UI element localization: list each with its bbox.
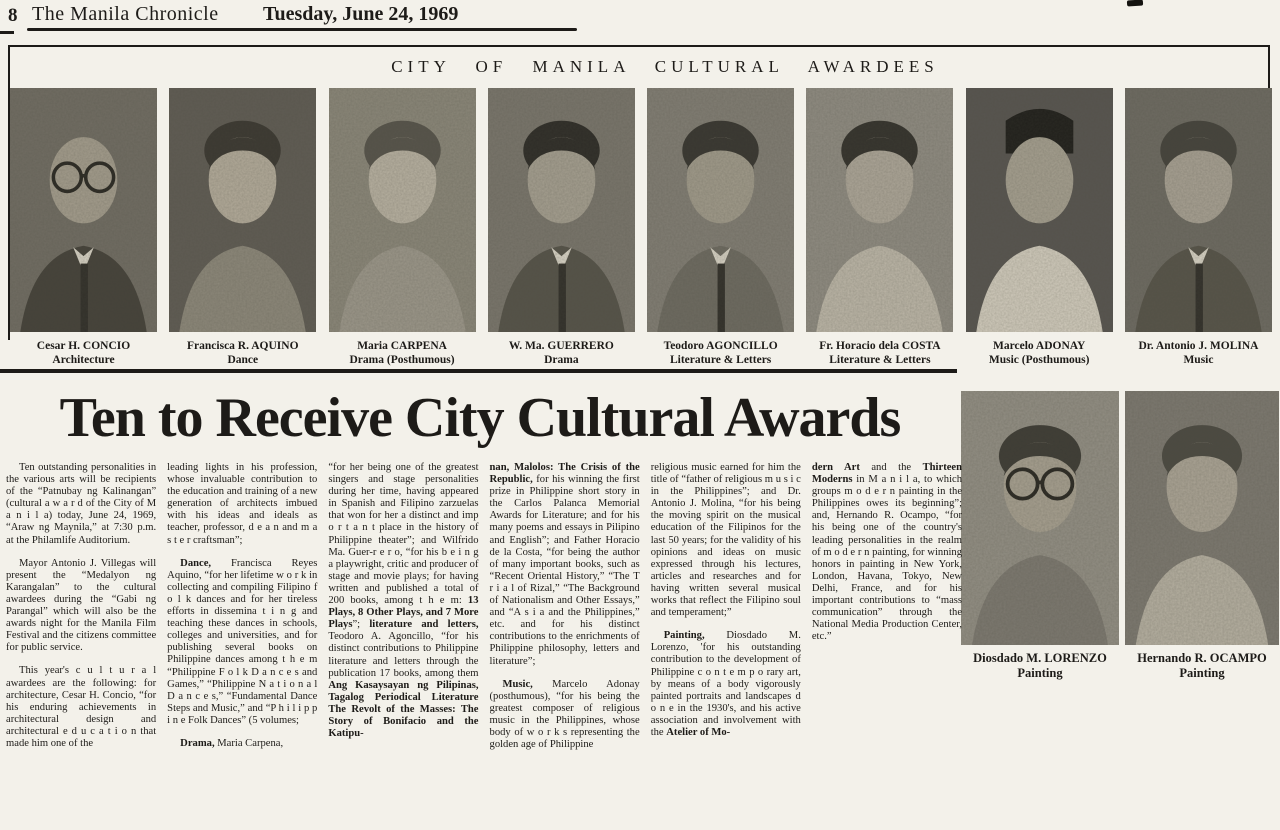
paragraph [6, 462, 156, 547]
awardee-name: Cesar H. CONCIO [36, 340, 131, 352]
text-segment: This year's c u l t u r a l awardees are the following: for architecture, Cesar H. Concio, “for his enduring achievements in architectural design and architectural e d u c a t i o n that made him one of the [6, 665, 157, 749]
awardee-figure [647, 88, 794, 367]
section-rule [0, 369, 957, 373]
text-segment: for his winning the first prize in Philippine short story in the Carlos Palanca Memorial Awards for Literature; and for his many poems and essays in Pilipino and English”; and Father Horacio de la Costa, “for being the author of many important books, such as “Recent Oriental History,” “The T r i a l of Rizal,” “The Background of Nationalism and Other Essays,” and “A s i a and the Philippines,” etc. and for his distinct contributions to the enrichments of Philippine philosophy, letters and literature”; [489, 474, 640, 667]
awardee-name: Hernando R. OCAMPO [1137, 651, 1267, 665]
paragraph [812, 462, 962, 643]
awardee-field: Painting [1017, 666, 1063, 680]
article-body [6, 462, 962, 830]
awardee-figure [488, 88, 635, 367]
awardee-figure [1125, 88, 1272, 367]
paragraph [490, 462, 640, 668]
masthead-rule [27, 28, 577, 31]
photo-caption [488, 340, 635, 367]
page-number: 8 [8, 5, 18, 26]
text-segment: Mayor Antonio J. Villegas will present the “Medalyon ng Karangalan” to the cultural awardees during the “Gabi ng Parangal” which will also be the awards night for the Manila Film Festival and the citizens committee for public service. [6, 557, 157, 654]
text-segment: “for her being one of the greatest singers and stage personalities during her time, having appeared in Spanish and Filipino zarzuelas that won for her a distinct and imp o r t a n t place in the history of Philippine theater”; and Wilfrido Ma. Guer-r e r o, “for his b e i n g a playwright, critic and producer of stage and movie plays; for having written and published a total of 200 books, among t h e m: [328, 462, 479, 607]
text-segment: ”; [352, 619, 370, 631]
text-segment: Teodoro A. Agoncillo, “for his distinct contributions to Philippine literature and letters through the publication 17 books, among them [328, 631, 479, 679]
awardee-field: Literature & Letters [669, 353, 772, 366]
awardee-figure [806, 88, 953, 367]
paragraph [328, 462, 478, 740]
awardee-name: W. Ma. GUERRERO [508, 340, 614, 352]
awardee-figure [10, 88, 157, 367]
portrait-photo [169, 88, 316, 332]
gallery-title: CITY OF MANILA CULTURAL AWARDEES [391, 57, 939, 76]
awardee-figure [966, 88, 1113, 367]
text-segment: religious music earned for him the title of “father of religious m u s i c in the Philippines”; and Dr. Antonio J. Molina, “for his being the moving spirit on the musical education of the Filipinos for the last 50 years; for the validity of his opinions and ideas on music expressed through his lectures, articles and researches and for having written several musical works that reflect the Filipino soul and temperament;” [650, 462, 801, 619]
awardee-field: Dance [227, 353, 259, 366]
awardee-field: Architecture [52, 353, 115, 366]
awardee-name: Fr. Horacio dela COSTA [819, 340, 941, 352]
text-segment: dern Art [811, 462, 860, 473]
awardee-field: Literature & Letters [829, 353, 931, 366]
paragraph [167, 462, 317, 547]
awardee-field: Music [1183, 353, 1214, 366]
portrait-photo [647, 88, 794, 332]
portrait-photo [329, 88, 476, 332]
portrait-photo [806, 88, 953, 332]
text-segment: Music, [502, 678, 533, 690]
article-column [167, 462, 317, 830]
photo-caption [10, 340, 157, 367]
photo-caption [169, 340, 316, 367]
text-segment: Thirteen Moderns [811, 462, 962, 486]
photo-caption [329, 340, 476, 367]
awardee-figure [169, 88, 316, 367]
awardee-figure [1125, 391, 1279, 681]
portrait-photo [1125, 88, 1272, 332]
awardee-field: Drama [544, 353, 579, 366]
article-column [651, 462, 801, 830]
awardee-name: Francisca R. AQUINO [187, 340, 299, 352]
text-segment: Atelier of Mo- [666, 726, 731, 738]
text-segment: Ten outstanding personalities in the various arts will be recipients of the “Patnubay ng Kalinangan” (cultural a w a r d of the City of M a n i l a) today, June 24, 1969, “Araw ng Maynila,” at 7:30 p.m. at the Philamlife Auditorium. [6, 462, 157, 546]
text-segment: and the [859, 462, 923, 473]
article-column [6, 462, 156, 830]
gallery-frame-top [8, 45, 1270, 47]
text-segment: Drama, [180, 737, 215, 749]
photo-caption [647, 340, 794, 367]
text-segment: literature and letters, [369, 619, 479, 631]
text-segment: Diosdado M. Lorenzo, 'for his outstanding contribution to the development of Philippine c o n t e m p o rary art, by means of a body vigorously painted portraits and landscapes d o n e in the 1930's, and his active association and involvement with the [650, 630, 801, 738]
portrait-photo [1125, 391, 1279, 645]
awardee-name: Teodoro AGONCILLO [663, 340, 778, 352]
text-segment: Marcelo Adonay (posthumous), “for his being the greatest composer of religious music in the Philippines, whose body of w o r k s representing the golden age of Philippine [489, 678, 640, 751]
text-segment: leading lights in his profession, whose invaluable contribution to the education and training of a new generation of architects imbued with his ideas and ideals as teacher, professor, d e a n and m a s t e r craftsman”; [167, 462, 318, 546]
text-segment: Dance, [180, 557, 212, 569]
awardee-field: Music (Posthumous) [988, 353, 1090, 366]
text-segment: in M a n i l a, to which groups m o d e r n painting in the Philippines owes its beginning”; and, Hernando R. Ocampo, “for his being one of the country's leading personalities in the realm of m o d e r n painting, for winning honors in painting in New York, London, Havana, Tokyo, New Delhi, France, and for his important contributions to “mass communication” through the National Media Production Center, etc.” [811, 474, 962, 643]
photo-caption [1125, 651, 1279, 681]
article-column [328, 462, 478, 830]
paragraph [167, 738, 317, 750]
margin-dash [0, 31, 14, 34]
text-segment: nan, Malolos: The Crisis of the Republic, [489, 462, 640, 486]
awardee-figure [329, 88, 476, 367]
text-segment: Maria Carpena, [214, 737, 284, 749]
portrait-photo [961, 391, 1119, 645]
article-column [490, 462, 640, 830]
text-segment: Painting, [663, 630, 705, 642]
paragraph [6, 558, 156, 655]
awardee-name: Maria CARPENA [357, 340, 447, 352]
text-segment: Ang Kasaysayan ng Pilipinas, Tagalog Periodical Literature The Revolt of the Masses: The Story of Bonifacio and the Katipu- [328, 679, 479, 740]
awardee-field: Painting [1179, 666, 1225, 680]
paragraph [6, 665, 156, 750]
awardee-gallery [10, 88, 1272, 367]
text-segment: Francisca Reyes Aquino, “for her lifetime w o r k in collecting and compiling Filipino f o l k dances and for her tireless efforts in dissemina t i n g and teaching these dances in schools, colleges and universities, and for publishing several books on Philippine dances among t h e m “Philippine F o l k D a n c e s and Games,” “Philippine N a t i o n a l D a n c e s,” “Fundamental Dance Steps and Music,” and “P h i l i p p i n e Folk Dances” (5 volumes; [167, 557, 318, 726]
portrait-photo [10, 88, 157, 332]
article-column [812, 462, 962, 830]
paragraph [490, 679, 640, 752]
photo-caption [806, 340, 953, 367]
issue-date: Tuesday, June 24, 1969 [263, 3, 459, 25]
paragraph [651, 630, 801, 739]
awardee-figure [961, 391, 1119, 681]
portrait-photo [966, 88, 1113, 332]
awardee-name: Dr. Antonio J. MOLINA [1138, 340, 1259, 352]
headline: Ten to Receive City Cultural Awards [59, 387, 901, 449]
paragraph [651, 462, 801, 619]
awardee-name: Marcelo ADONAY [993, 340, 1086, 352]
awardee-name: Diosdado M. LORENZO [973, 651, 1107, 665]
newspaper-title: The Manila Chronicle [32, 3, 219, 25]
paragraph [167, 558, 317, 727]
portrait-photo [488, 88, 635, 332]
awardee-field: Drama (Posthumous) [349, 353, 455, 366]
ink-mark [1127, 0, 1143, 7]
photo-caption [966, 340, 1113, 367]
text-segment: 13 Plays, 8 Other Plays, and 7 More Plays [328, 595, 479, 631]
photo-caption [961, 651, 1119, 681]
photo-caption [1125, 340, 1272, 367]
